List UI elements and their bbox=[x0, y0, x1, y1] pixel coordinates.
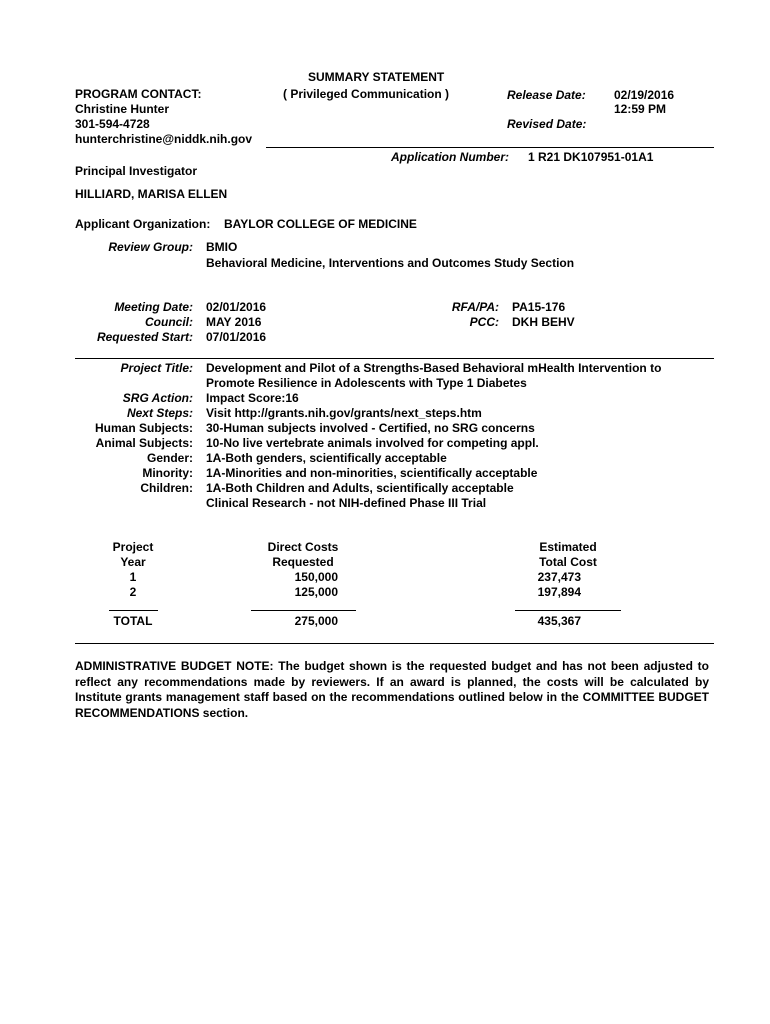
year-underline bbox=[109, 610, 158, 611]
children: 1A-Both Children and Adults, scientifically acceptable bbox=[206, 481, 514, 495]
pcc: DKH BEHV bbox=[512, 315, 575, 329]
row1-year: 1 bbox=[129, 570, 137, 584]
pi-name: HILLIARD, MARISA ELLEN bbox=[75, 187, 228, 201]
budget-divider bbox=[75, 643, 714, 644]
row2-direct: 125,000 bbox=[294, 585, 338, 599]
total-underline bbox=[515, 610, 621, 611]
pcc-label: PCC: bbox=[469, 315, 499, 329]
pi-label: Principal Investigator bbox=[75, 164, 198, 178]
release-date-label: Release Date: bbox=[507, 88, 586, 102]
header-divider bbox=[266, 147, 714, 148]
total-label: TOTAL bbox=[113, 614, 153, 628]
col-direct-costs-line1: Direct Costs bbox=[267, 540, 339, 554]
rfa-pa-label: RFA/PA: bbox=[451, 300, 499, 314]
project-title-label: Project Title: bbox=[120, 361, 193, 375]
srg-action-label: SRG Action: bbox=[122, 391, 193, 405]
col-direct-costs-line2: Requested bbox=[272, 555, 334, 569]
gender-label: Gender: bbox=[146, 451, 193, 465]
applicant-org-label: Applicant Organization: bbox=[75, 217, 211, 231]
contact-phone: 301-594-4728 bbox=[75, 117, 150, 131]
row2-total: 197,894 bbox=[537, 585, 581, 599]
release-time: 12:59 PM bbox=[614, 102, 667, 116]
requested-start-label: Requested Start: bbox=[96, 330, 193, 344]
project-title-line2: Promote Resilience in Adolescents with Type 1 Diabetes bbox=[206, 376, 527, 390]
council-label: Council: bbox=[145, 315, 193, 329]
row1-total: 237,473 bbox=[537, 570, 581, 584]
meeting-divider bbox=[75, 358, 714, 359]
meeting-date-label: Meeting Date: bbox=[114, 300, 193, 314]
col-project-year-line2: Year bbox=[120, 555, 146, 569]
next-steps-link[interactable]: Visit http://grants.nih.gov/grants/next_steps.htm bbox=[206, 406, 482, 420]
animal-subjects: 10-No live vertebrate animals involved for competing appl. bbox=[206, 436, 539, 450]
clinical-research: Clinical Research - not NIH-defined Phase III Trial bbox=[206, 496, 487, 510]
minority: 1A-Minorities and non-minorities, scientifically acceptable bbox=[206, 466, 538, 480]
minority-label: Minority: bbox=[142, 466, 193, 480]
srg-action: Impact Score:16 bbox=[206, 391, 299, 405]
total-direct: 275,000 bbox=[294, 614, 338, 628]
review-group-name: Behavioral Medicine, Interventions and Outcomes Study Section bbox=[206, 256, 575, 270]
row2-year: 2 bbox=[129, 585, 137, 599]
applicant-org: BAYLOR COLLEGE OF MEDICINE bbox=[224, 217, 417, 231]
review-group-label: Review Group: bbox=[108, 240, 193, 254]
col-total-cost-line1: Estimated bbox=[539, 540, 597, 554]
project-title-line1: Development and Pilot of a Strengths-Based Behavioral mHealth Intervention to bbox=[206, 361, 662, 375]
gender: 1A-Both genders, scientifically acceptable bbox=[206, 451, 447, 465]
contact-name: Christine Hunter bbox=[75, 102, 170, 116]
review-group-code: BMIO bbox=[206, 240, 238, 254]
animal-subjects-label: Animal Subjects: bbox=[95, 436, 193, 450]
privileged-notice: ( Privileged Communication ) bbox=[283, 87, 450, 101]
col-total-cost-line2: Total Cost bbox=[539, 555, 597, 569]
council: MAY 2016 bbox=[206, 315, 262, 329]
application-number: 1 R21 DK107951-01A1 bbox=[528, 150, 654, 164]
contact-email[interactable]: hunterchristine@niddk.nih.gov bbox=[75, 132, 253, 146]
requested-start: 07/01/2016 bbox=[206, 330, 267, 344]
human-subjects: 30-Human subjects involved - Certified, no SRG concerns bbox=[206, 421, 535, 435]
total-estimated: 435,367 bbox=[537, 614, 581, 628]
application-number-label: Application Number: bbox=[391, 150, 510, 164]
children-label: Children: bbox=[140, 481, 193, 495]
meeting-date: 02/01/2016 bbox=[206, 300, 267, 314]
release-date: 02/19/2016 bbox=[614, 88, 675, 102]
document-title: SUMMARY STATEMENT bbox=[308, 70, 445, 84]
human-subjects-label: Human Subjects: bbox=[94, 421, 193, 435]
revised-date-label: Revised Date: bbox=[507, 117, 587, 131]
row1-direct: 150,000 bbox=[294, 570, 338, 584]
direct-underline bbox=[251, 610, 356, 611]
program-contact-label: PROGRAM CONTACT: bbox=[75, 87, 202, 101]
administrative-budget-note: ADMINISTRATIVE BUDGET NOTE: The budget shown is the requested budget and has not been adjusted to reflect any recommendations made by reviewers. If an award is planned, the costs will be calculated by Institute grants management staff based on the recommendations outlined below in the COMMITTEE BUDGET RECOMMENDATIONS section. bbox=[75, 659, 709, 720]
col-project-year-line1: Project bbox=[112, 540, 154, 554]
next-steps-label: Next Steps: bbox=[126, 406, 193, 420]
rfa-pa: PA15-176 bbox=[512, 300, 566, 314]
